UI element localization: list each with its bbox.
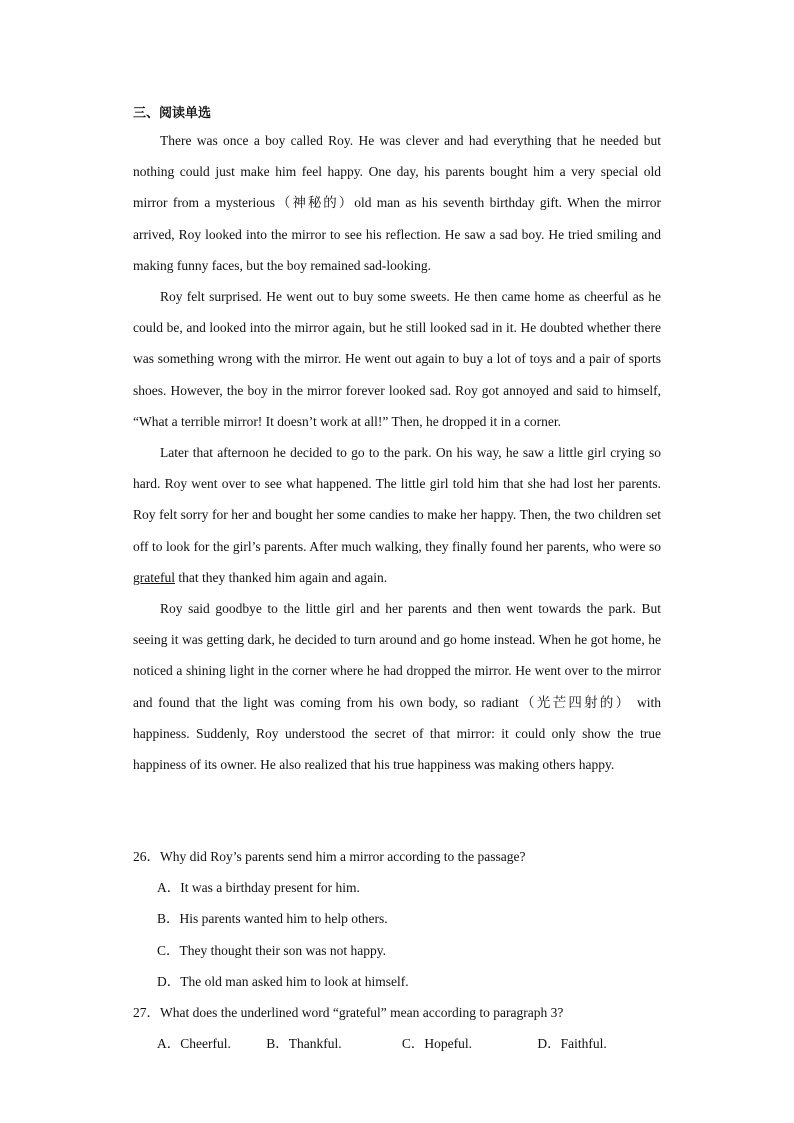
question-26-option-a: A．It was a birthday present for him. [157,880,360,896]
reading-passage [133,125,661,780]
question-27-option-d: D．Faithful. [537,1036,607,1052]
question-27-option-c: C．Hopeful. [401,1036,472,1052]
question-26-option-b: B．His parents wanted him to help others. [157,911,388,927]
paragraph-4: Roy said goodbye to the little girl and her parents and then went towards the park. But seeing it was getting dark, he decided to turn around and go home instead. When he got home, he noticed a shining light in the corner where he had dropped the mirror. He went over to the mirror and found that the light was coming from his own body, so radiant（光芒四射的） with happiness. Suddenly, Roy understood the secret of that mirror: it could only show the true happiness of its owner. He also realized that his true happiness was making others happy. [133,601,661,773]
question-27-stem: 27．What does the underlined word “grateful” mean according to paragraph 3? [133,1005,564,1021]
question-26-option-c: C．They thought their son was not happy. [157,942,386,958]
question-26-option-d: D．The old man asked him to look at himself. [157,973,409,989]
paragraph-3-text-before: Later that afternoon he decided to go to the park. On his way, he saw a little girl crying so hard. Roy went over to see what happened. The little girl told him that she had lost her parents. Roy felt sorry for her and bought her some candies to make her happy. Then, the two children set off to look for the girl’s parents. After much walking, they finally found her parents, who were so [133,445,661,554]
question-27-option-a: A．Cheerful. [157,1036,231,1052]
paragraph-1: There was once a boy called Roy. He was clever and had everything that he needed but nothing could just make him feel happy. One day, his parents bought him a very special old mirror from a mysterious（神秘的）old man as his seventh birthday gift. When the mirror arrived, Roy looked into the mirror to see his reflection. He saw a sad boy. He tried smiling and making funny faces, but the boy remained sad-looking. [133,133,661,273]
question-27-options [133,1028,673,1059]
underlined-word: grateful [133,569,175,585]
question-26-stem: 26．Why did Roy’s parents send him a mirror according to the passage? [133,849,526,864]
questions-section [133,841,673,1059]
paragraph-3 [133,437,661,593]
paragraph-3-text-after: that they thanked him again and again. [174,569,388,585]
section-title: 三、阅读单选 [133,106,212,121]
paragraph-2: Roy felt surprised. He went out to buy some sweets. He then came home as cheerful as he could be, and looked into the mirror again, but he still looked sad in it. He doubted whether there was something wrong with the mirror. He went out again to buy a lot of toys and a pair of sports shoes. However, the boy in the mirror forever looked sad. Roy got annoyed and said to himself, “What a terrible mirror! It doesn’t work at all!” Then, he dropped it in a corner. [133,289,661,429]
question-27-option-b: B．Thankful. [266,1036,342,1052]
